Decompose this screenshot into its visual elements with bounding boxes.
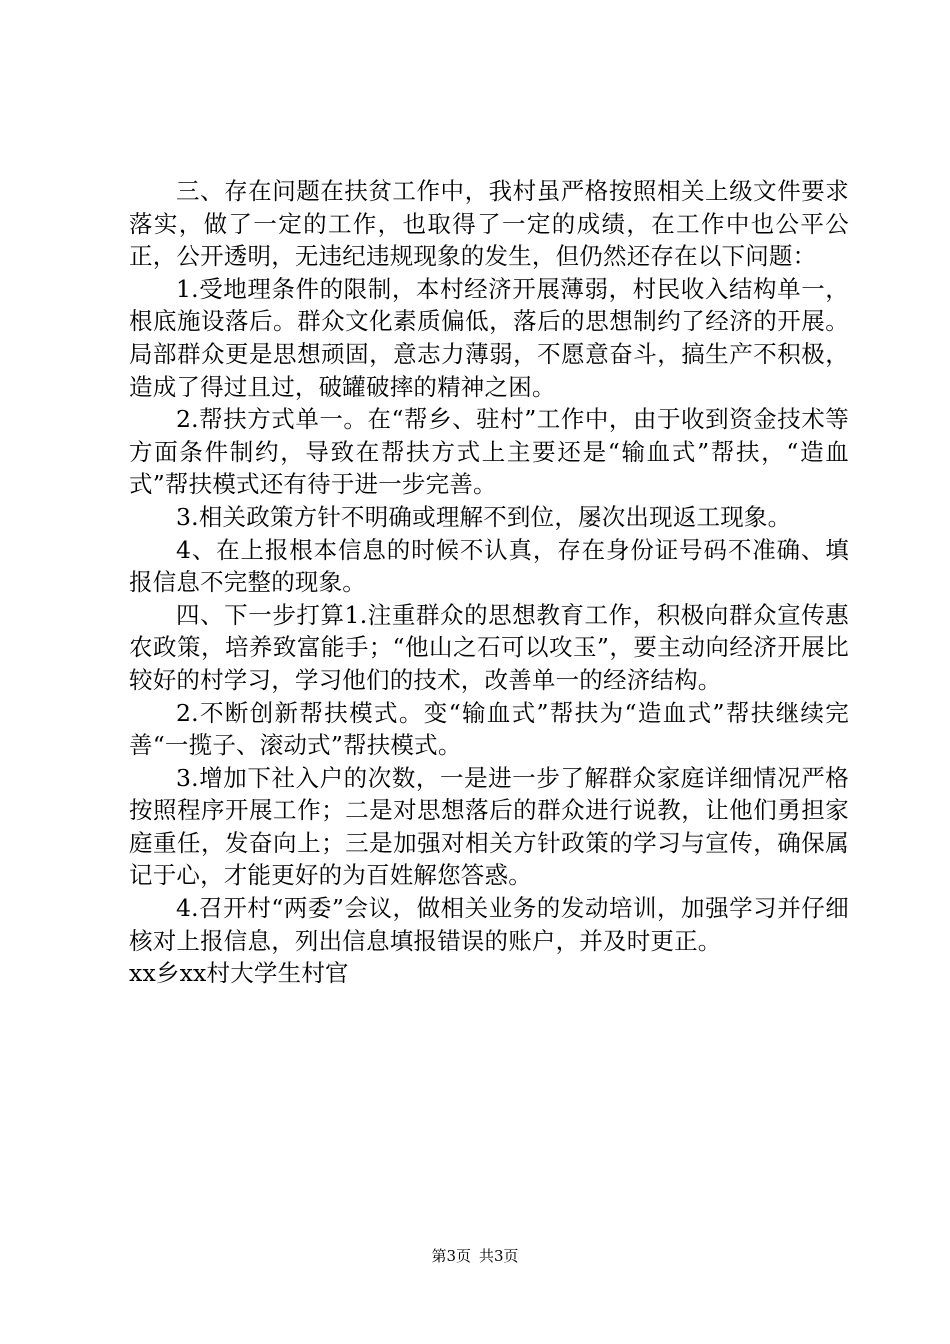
paragraph-problem-4: 4、在上报根本信息的时候不认真，存在身份证号码不准确、填报信息不完整的现象。 — [129, 535, 849, 597]
paragraph-plan-intro: 四、下一步打算1.注重群众的思想教育工作，积极向群众宣传惠农政策，培养致富能手；“他山之石可以攻玉”，要主动向经济开展比较好的村学习，学习他们的技术，改善单一的经济结构。 — [129, 600, 849, 694]
document-body — [129, 175, 849, 990]
paragraph-problems-intro: 三、存在问题在扶贫工作中，我村虽严格按照相关上级文件要求落实，做了一定的工作，也取得了一定的成绩，在工作中也公平公正，公开透明，无违纪违规现象的发生，但仍然还存在以下问题： — [129, 177, 849, 271]
paragraph-plan-2: 2.不断创新帮扶模式。变“输血式”帮扶为“造血式”帮扶继续完善“一揽子、滚动式”帮扶模式。 — [129, 698, 849, 760]
page-total: 共3页 — [479, 1247, 519, 1265]
paragraph-problem-1: 1.受地理条件的限制，本村经济开展薄弱，村民收入结构单一，根底施设落后。群众文化素质偏低，落后的思想制约了经济的开展。局部群众更是思想顽固，意志力薄弱，不愿意奋斗，搞生产不积极，造成了得过且过，破罐破摔的精神之困。 — [129, 274, 849, 401]
page-footer — [0, 1246, 950, 1266]
paragraph-problem-2: 2.帮扶方式单一。在“帮乡、驻村”工作中，由于收到资金技术等方面条件制约，导致在帮扶方式上主要还是“输血式”帮扶，“造血式”帮扶模式还有待于进一步完善。 — [129, 405, 849, 499]
paragraph-plan-3: 3.增加下社入户的次数，一是进一步了解群众家庭详细情况严格按照程序开展工作；二是对思想落后的群众进行说教，让他们勇担家庭重任，发奋向上；三是加强对相关方针政策的学习与宣传，确保属记于心，才能更好的为百姓解您答惑。 — [129, 763, 849, 890]
page-number: 第3页 — [431, 1247, 471, 1265]
paragraph-plan-4: 4.召开村“两委”会议，做相关业务的发动培训，加强学习并仔细核对上报信息，列出信息填报错误的账户，并及时更正。 — [129, 894, 849, 955]
paragraph-problem-3: 3.相关政策方针不明确或理解不到位，屡次出现返工现象。 — [176, 502, 792, 531]
signature-line: xx乡xx村大学生村官 — [129, 959, 349, 988]
